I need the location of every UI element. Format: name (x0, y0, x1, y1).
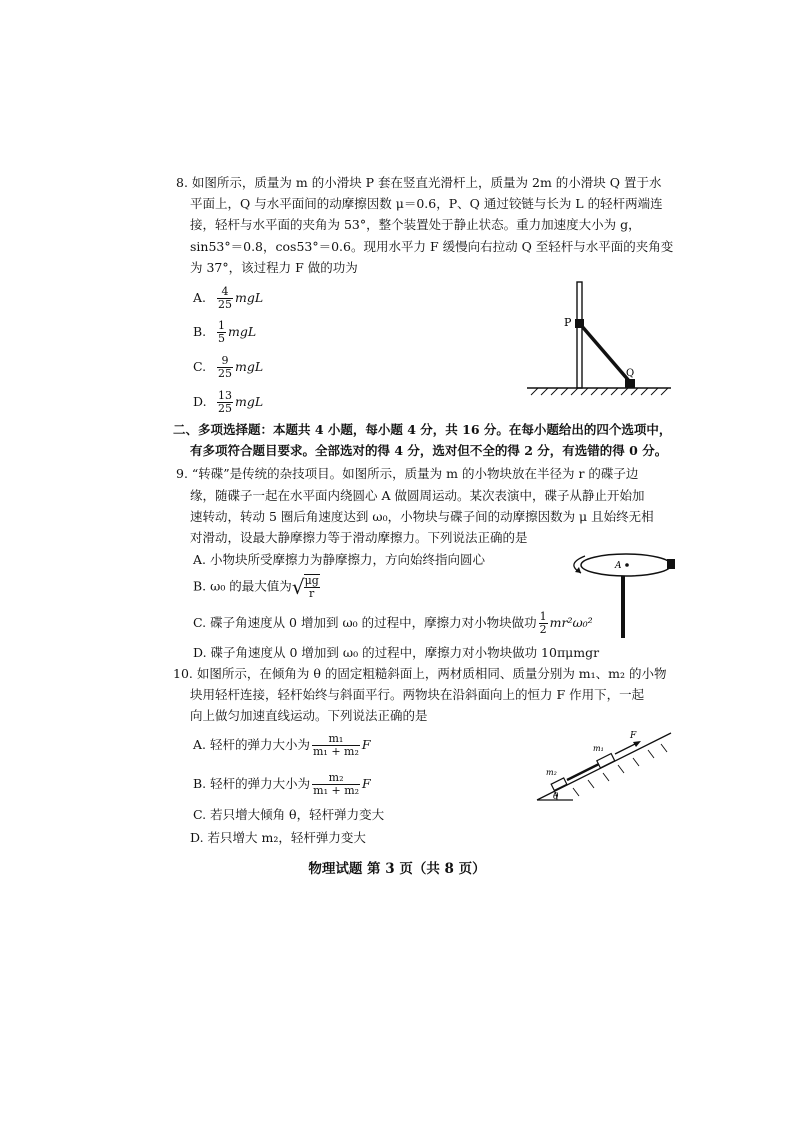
block (667, 559, 675, 569)
fraction (217, 390, 233, 415)
fraction-den: 25 (218, 367, 232, 380)
option-text: C. 碟子角速度从 0 增加到 ω₀ 的过程中，摩擦力对小物块做功 (193, 615, 537, 630)
label-q: Q (626, 368, 635, 379)
q10-option-a (193, 733, 371, 758)
block-m1 (597, 754, 615, 768)
option-label: A. (193, 290, 207, 305)
option-text: B. 轻杆的弹力大小为 (193, 776, 311, 791)
section2-heading: 二、多项选择题：本题共 4 小题，每小题 4 分，共 16 分。在每小题给出的四个选项中， (173, 422, 672, 437)
q8-figure (525, 282, 675, 394)
option-text: A. 轻杆的弹力大小为 (193, 737, 310, 752)
label-m1: m₁ (593, 744, 604, 753)
q8-option-a (193, 286, 263, 311)
center-a (625, 563, 629, 567)
q9-option-d: D. 碟子角速度从 0 增加到 ω₀ 的过程中，摩擦力对小物块做功 10πμmgr (193, 645, 600, 660)
q9-line-2: 缘，随碟子一起在水平面内绕圆心 A 做圆周运动。某次表演中，碟子从静止开始加 (190, 488, 645, 503)
option-suffix: F (361, 737, 371, 752)
q10-option-c: C. 若只增大倾角 θ，轻杆弹力变大 (193, 807, 385, 822)
fraction-num: m₁ (312, 733, 360, 746)
slider-p (575, 319, 584, 328)
option-label: B. (193, 324, 207, 339)
slider-q (625, 379, 635, 388)
fraction-num: m₂ (312, 772, 360, 785)
option-suffix: mgL (235, 359, 264, 374)
fraction (217, 320, 226, 345)
fraction-den: 5 (218, 332, 225, 345)
q9-option-c (193, 611, 593, 636)
block-m2 (551, 778, 567, 791)
q9-line-3: 速转动，转动 5 圈后角速度达到 ω₀，小物块与碟子间的动摩擦因数为 μ 且始终无相 (190, 509, 654, 524)
option-label: C. (193, 359, 207, 374)
q9-option-a: A. 小物块所受摩擦力为静摩擦力，方向始终指向圆心 (193, 552, 485, 567)
fraction (539, 611, 548, 636)
q8-line-3: 接，轻杆与水平面的夹角为 53°，整个装置处于静止状态。重力加速度大小为 g， (190, 217, 641, 232)
fraction-num: μg (304, 574, 319, 587)
fraction-den: 25 (218, 402, 232, 415)
fraction-num: 13 (218, 389, 232, 402)
q10-option-b (193, 772, 371, 797)
fraction (312, 733, 360, 758)
fraction-den: m₁ + m₂ (313, 784, 360, 797)
fraction-den: r (309, 587, 315, 600)
q10-option-d: D. 若只增大 m₂，轻杆弹力变大 (190, 830, 366, 845)
option-suffix: mgL (235, 290, 264, 305)
q8-line-5: 为 37°，该过程力 F 做的功为 (190, 260, 358, 275)
option-suffix: mgL (228, 324, 257, 339)
label-m2: m₂ (546, 768, 557, 777)
option-suffix: mr²ω₀² (549, 615, 593, 630)
fraction-den: m₁ + m₂ (312, 745, 359, 758)
fraction-num: 4 (217, 286, 233, 299)
option-suffix: F (362, 776, 371, 791)
fraction-num: 9 (217, 355, 233, 368)
q8-line-4: sin53°＝0.8，cos53°＝0.6。现用水平力 F 缓慢向右拉动 Q 至轻杆与水平面的夹角变 (190, 239, 674, 254)
q10-line-3: 向上做匀加速直线运动。下列说法正确的是 (190, 708, 428, 723)
label-a: A (615, 561, 622, 571)
ground-hatch (531, 388, 668, 395)
q9-line-1: 9. “转碟”是传统的杂技项目。如图所示，质量为 m 的小物块放在半径为 r 的碟子边 (176, 466, 639, 481)
option-suffix: mgL (235, 394, 264, 409)
q8-option-b (193, 320, 256, 345)
q10-figure (533, 728, 673, 803)
q8-option-d (193, 390, 263, 415)
fraction-num: 1 (218, 319, 225, 332)
section2-rules: 有多项符合题目要求。全部选对的得 4 分，选对但不全的得 2 分，有选错的得 0 分。 (190, 443, 668, 458)
label-f: F (630, 731, 637, 741)
q8-line-1: 8. 如图所示，质量为 m 的小滑块 P 套在竖直光滑杆上，质量为 2m 的小滑块 Q 置于水 (176, 175, 662, 190)
fraction-den: 25 (218, 298, 232, 311)
q8-line-2: 平面上，Q 与水平面间的动摩擦因数 μ＝0.6，P、Q 通过铰链与长为 L 的轻杆两端连 (190, 196, 663, 211)
force-arrowhead (633, 741, 641, 747)
sqrt-sign: √ (291, 575, 305, 599)
q10-line-2: 块用轻杆连接，轻杆始终与斜面平行。两物块在沿斜面向上的恒力 F 作用下，一起 (190, 687, 645, 702)
fraction (217, 355, 233, 380)
fraction (217, 286, 233, 311)
fraction (312, 772, 360, 797)
fraction-den: 2 (539, 623, 547, 636)
q9-option-b (193, 574, 322, 600)
option-text: B. ω₀ 的最大值为 (193, 578, 292, 594)
light-rod (580, 324, 630, 382)
page-footer: 物理试题 第 3 页（共 8 页） (308, 861, 486, 877)
fraction (304, 574, 320, 600)
label-theta: θ (553, 792, 559, 802)
q9-figure (563, 546, 678, 641)
label-p: P (564, 316, 572, 329)
option-label: D. (193, 394, 207, 409)
q9-line-4: 对滑动，设最大静摩擦力等于滑动摩擦力。下列说法正确的是 (190, 530, 528, 545)
q8-option-c (193, 355, 263, 380)
fraction-num: 1 (539, 610, 547, 623)
q10-line-1: 10. 如图所示，在倾角为 θ 的固定粗糙斜面上，两材质相同、质量分别为 m₁、m₂ 的小物 (173, 666, 667, 681)
vertical-rod (577, 282, 582, 388)
